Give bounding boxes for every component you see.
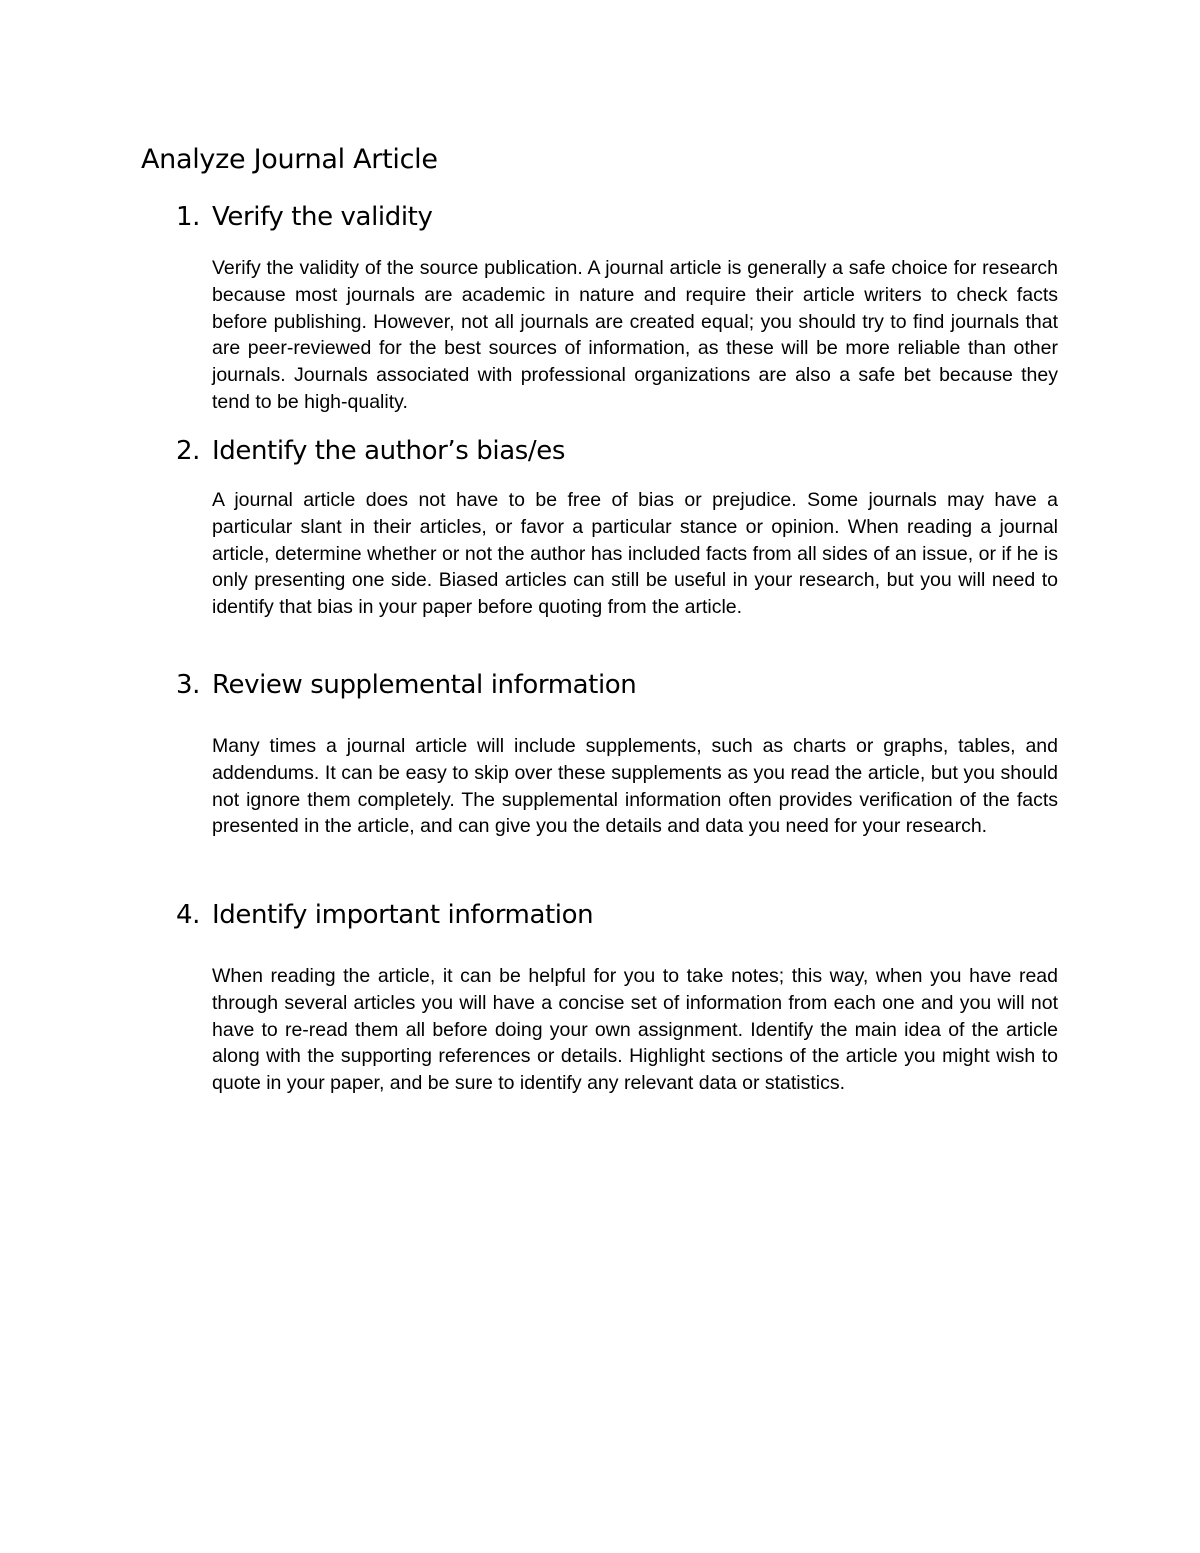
section-paragraph: A journal article does not have to be free of bias or prejudice. Some journals may have a particular slant in their articles, or favor a particular stance or opinion. When reading a journal article, determine whether or not the author has included facts from all sides of an issue, or if he is only presenting one side. Biased articles can still be useful in your research, but you will need to identify that bias in your paper before quoting from the article. (212, 489, 1058, 619)
section-paragraph: Many times a journal article will include supplements, such as charts or graphs, tables, and addendums. It can be easy to skip over these supplements as you read the article, but you should not ignore them completely. The supplemental information often provides verification of the facts presented in the article, and can give you the details and data you need for your research. (212, 735, 1058, 838)
section-heading (176, 668, 1058, 702)
section-heading (176, 200, 1058, 234)
section-supplemental-info (176, 668, 1058, 840)
section-heading (176, 434, 1058, 468)
section-title: Identify the author’s bias/es (212, 436, 566, 466)
section-title: Identify important information (212, 900, 594, 930)
section-author-bias (176, 434, 1058, 621)
section-heading (176, 898, 1058, 932)
section-title: Verify the validity (212, 202, 433, 232)
section-number: 4. (176, 900, 201, 930)
section-important-info (176, 898, 1058, 1097)
section-number: 2. (176, 436, 201, 466)
section-number: 3. (176, 670, 201, 700)
section-number: 1. (176, 202, 201, 232)
document-title: Analyze Journal Article (141, 144, 438, 175)
section-paragraph: When reading the article, it can be helpful for you to take notes; this way, when you have read through several articles you will have a concise set of information from each one and you will not have to re-read them all before doing your own assignment. Identify the main idea of the article along with the supporting references or details. Highlight sections of the article you might wish to quote in your paper, and be sure to identify any relevant data or statistics. (212, 965, 1058, 1095)
section-title: Review supplemental information (212, 670, 637, 700)
section-paragraph: Verify the validity of the source publication. A journal article is generally a safe choice for research because most journals are academic in nature and require their article writers to check facts before publishing. However, not all journals are created equal; you should try to find journals that are peer-reviewed for the best sources of information, as these will be more reliable than other journals. Journals associated with professional organizations are also a safe bet because they tend to be high-quality. (212, 257, 1058, 413)
section-verify-validity (176, 200, 1058, 416)
